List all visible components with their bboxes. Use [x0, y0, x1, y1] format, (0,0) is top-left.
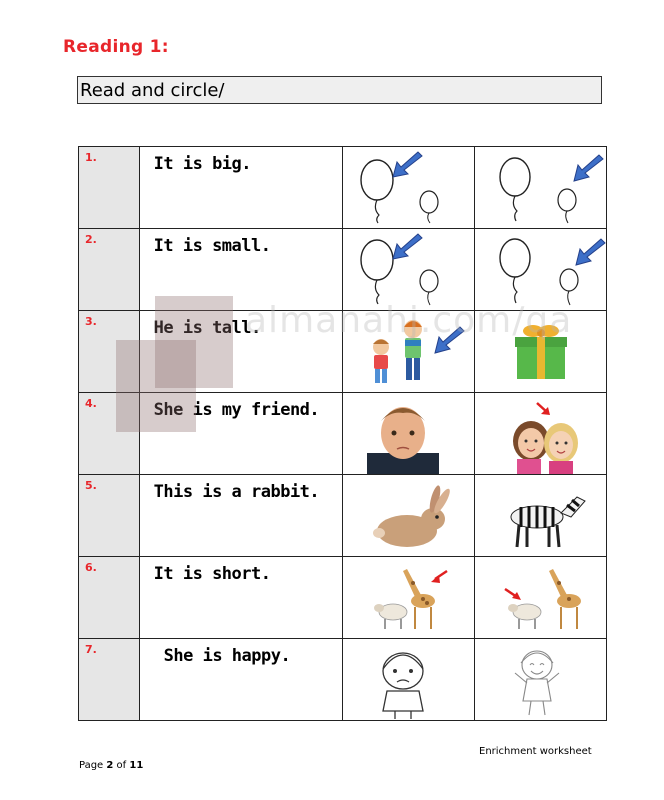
- row-number: 7.: [85, 643, 97, 656]
- instruction-box: Read and circle/: [77, 76, 602, 104]
- giraffe-sheep-arrow-icon: [475, 557, 607, 638]
- balloons-big-arrow-icon: [343, 229, 475, 310]
- option-big-balloon[interactable]: [342, 147, 474, 229]
- balloons-small-arrow-icon: [475, 147, 607, 228]
- footer-title: Enrichment worksheet: [479, 746, 592, 757]
- row-sentence: It is small.: [153, 236, 271, 256]
- option-sheep-arrow[interactable]: [474, 557, 606, 639]
- row-sentence: He is tall.: [153, 318, 261, 338]
- happy-girl-icon: [475, 639, 607, 720]
- option-happy-girl[interactable]: [474, 639, 606, 721]
- page-of: of: [113, 760, 130, 771]
- table-row: [79, 475, 607, 557]
- balloons-small-arrow-icon: [475, 229, 607, 310]
- boy-face-icon: [343, 393, 475, 474]
- table-row: [79, 147, 607, 229]
- page-current: 2: [106, 760, 114, 771]
- row-sentence: She is my friend.: [153, 400, 320, 420]
- option-small-balloon[interactable]: [474, 229, 606, 311]
- option-zebra[interactable]: [474, 475, 606, 557]
- row-sentence: This is a rabbit.: [153, 482, 320, 502]
- option-giraffe-arrow[interactable]: [342, 557, 474, 639]
- row-number: 6.: [85, 561, 97, 574]
- two-girls-arrow-icon: [475, 393, 607, 474]
- balloons-big-arrow-icon: [343, 147, 475, 228]
- zebra-icon: [475, 475, 607, 556]
- giraffe-sheep-arrow-icon: [343, 557, 475, 638]
- row-sentence: It is short.: [153, 564, 271, 584]
- watermark-block: [116, 340, 196, 432]
- option-sad-girl[interactable]: [342, 639, 474, 721]
- table-row: [79, 639, 607, 721]
- option-boy-portrait[interactable]: [342, 393, 474, 475]
- exercise-table: [78, 146, 607, 721]
- row-number: 2.: [85, 233, 97, 246]
- row-sentence: It is big.: [153, 154, 252, 174]
- row-sentence: She is happy.: [163, 646, 291, 666]
- table-row: [79, 557, 607, 639]
- option-rabbit[interactable]: [342, 475, 474, 557]
- page-prefix: Page: [79, 760, 107, 771]
- option-small-balloon[interactable]: [474, 147, 606, 229]
- page-total: 11: [129, 760, 144, 771]
- row-number: 1.: [85, 151, 97, 164]
- row-number: 3.: [85, 315, 97, 328]
- watermark-text: almanahj.com/qa: [245, 300, 573, 341]
- sad-girl-icon: [343, 639, 475, 720]
- rabbit-icon: [343, 475, 475, 556]
- row-number: 4.: [85, 397, 97, 410]
- option-girls-portrait[interactable]: [474, 393, 606, 475]
- page-indicator: [79, 760, 143, 771]
- row-number: 5.: [85, 479, 97, 492]
- reading-heading: Reading 1:: [63, 37, 169, 57]
- option-big-balloon[interactable]: [342, 229, 474, 311]
